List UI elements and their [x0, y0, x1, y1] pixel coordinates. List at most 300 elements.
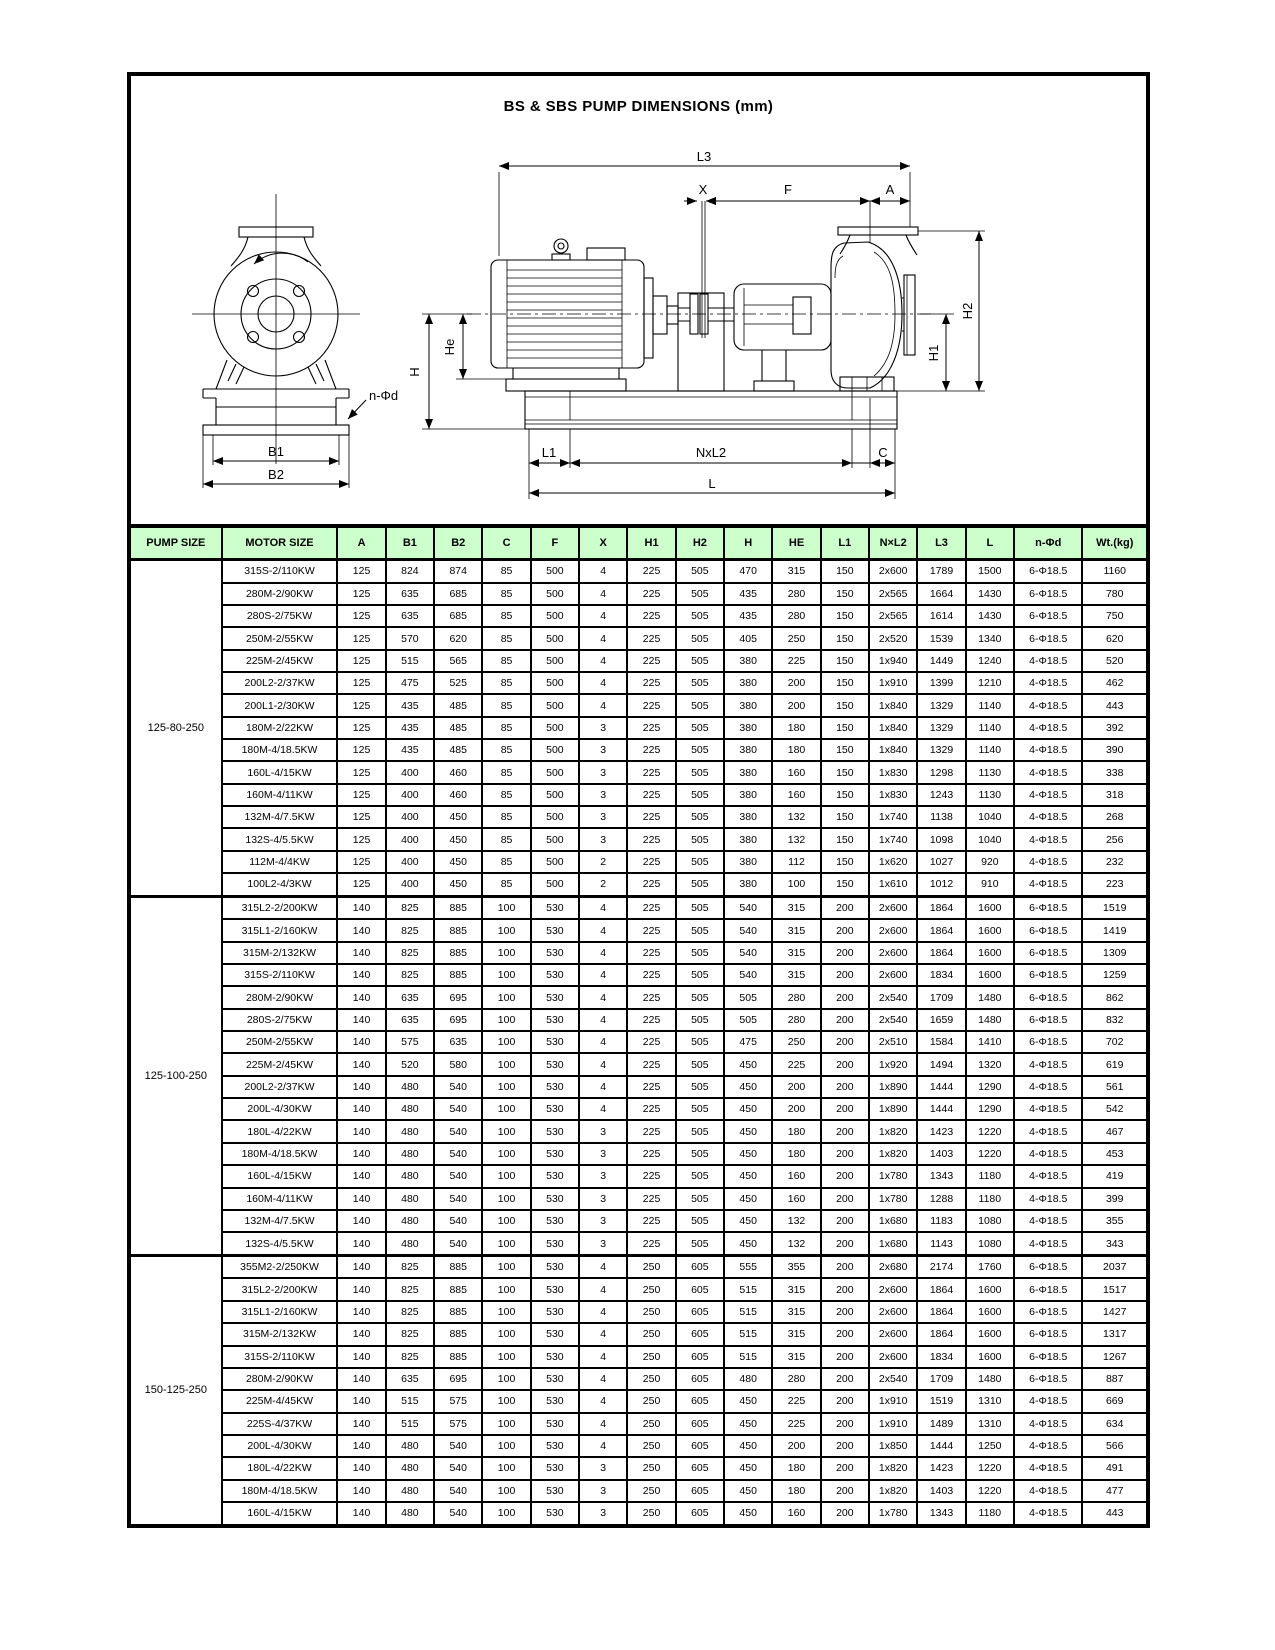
value-cell: 480 [386, 1210, 434, 1232]
table-row [129, 828, 1148, 850]
value-cell: 530 [531, 1076, 579, 1098]
value-cell: 3 [579, 1165, 627, 1187]
value-cell: 140 [337, 1368, 385, 1390]
dim-label-l1: L1 [541, 445, 557, 460]
table-row [129, 806, 1148, 828]
value-cell: 515 [724, 1346, 772, 1368]
value-cell: 100 [482, 1435, 530, 1457]
value-cell: 1494 [917, 1053, 965, 1075]
value-cell: 485 [434, 694, 482, 716]
value-cell: 200 [821, 1323, 869, 1345]
value-cell: 530 [531, 1053, 579, 1075]
value-cell: 1709 [917, 1368, 965, 1390]
value-cell: 450 [724, 1390, 772, 1412]
value-cell: 100 [482, 1346, 530, 1368]
value-cell: 3 [579, 1457, 627, 1479]
table-row [129, 1301, 1148, 1323]
value-cell: 475 [724, 1031, 772, 1053]
value-cell: 1160 [1082, 560, 1148, 583]
value-cell: 200 [821, 1188, 869, 1210]
value-cell: 140 [337, 1346, 385, 1368]
value-cell: 380 [724, 761, 772, 783]
value-cell: 1259 [1082, 964, 1148, 986]
dim-label-he: He [442, 338, 457, 356]
value-cell: 874 [434, 560, 482, 583]
value-cell: 225 [627, 717, 675, 739]
value-cell: 4 [579, 1301, 627, 1323]
value-cell: 505 [676, 627, 724, 649]
value-cell: 4 [579, 1368, 627, 1390]
motor-size-cell: 225S-4/37KW [222, 1413, 338, 1435]
value-cell: 232 [1082, 851, 1148, 873]
table-row [129, 1368, 1148, 1390]
value-cell: 450 [434, 828, 482, 850]
column-header-4: B2 [434, 526, 482, 560]
value-cell: 200 [772, 694, 820, 716]
value-cell: 605 [676, 1435, 724, 1457]
dim-label-x: X [698, 182, 708, 197]
value-cell: 140 [337, 1120, 385, 1142]
value-cell: 2x600 [869, 964, 917, 986]
value-cell: 140 [337, 1278, 385, 1300]
value-cell: 380 [724, 650, 772, 672]
table-row [129, 560, 1148, 583]
value-cell: 1329 [917, 739, 965, 761]
header-row [129, 526, 1148, 560]
motor-size-cell: 280M-2/90KW [222, 986, 338, 1008]
value-cell: 400 [386, 806, 434, 828]
motor-size-cell: 200L-4/30KW [222, 1435, 338, 1457]
value-cell: 1399 [917, 672, 965, 694]
value-cell: 85 [482, 605, 530, 627]
value-cell: 140 [337, 1210, 385, 1232]
value-cell: 505 [676, 1165, 724, 1187]
value-cell: 100 [482, 1390, 530, 1412]
value-cell: 1x890 [869, 1098, 917, 1120]
value-cell: 125 [337, 828, 385, 850]
value-cell: 580 [434, 1053, 482, 1075]
value-cell: 315 [772, 942, 820, 964]
value-cell: 530 [531, 1457, 579, 1479]
value-cell: 4-Φ18.5 [1014, 1502, 1082, 1526]
value-cell: 4-Φ18.5 [1014, 873, 1082, 896]
value-cell: 480 [386, 1188, 434, 1210]
value-cell: 1480 [966, 1368, 1014, 1390]
value-cell: 85 [482, 873, 530, 896]
value-cell: 500 [531, 650, 579, 672]
value-cell: 515 [386, 1413, 434, 1435]
motor-size-cell: 250M-2/55KW [222, 627, 338, 649]
value-cell: 505 [676, 942, 724, 964]
table-row [129, 896, 1148, 919]
value-cell: 355 [772, 1255, 820, 1278]
value-cell: 6-Φ18.5 [1014, 1346, 1082, 1368]
value-cell: 1760 [966, 1255, 1014, 1278]
value-cell: 4-Φ18.5 [1014, 1457, 1082, 1479]
value-cell: 500 [531, 672, 579, 694]
value-cell: 435 [724, 605, 772, 627]
value-cell: 1444 [917, 1076, 965, 1098]
value-cell: 225 [627, 1143, 675, 1165]
value-cell: 200 [821, 1480, 869, 1502]
value-cell: 4 [579, 583, 627, 605]
value-cell: 1080 [966, 1210, 1014, 1232]
value-cell: 530 [531, 896, 579, 919]
value-cell: 605 [676, 1457, 724, 1479]
value-cell: 1600 [966, 1301, 1014, 1323]
value-cell: 515 [386, 650, 434, 672]
value-cell: 505 [676, 806, 724, 828]
value-cell: 561 [1082, 1076, 1148, 1098]
table-row [129, 1210, 1148, 1232]
value-cell: 4 [579, 1346, 627, 1368]
value-cell: 885 [434, 1323, 482, 1345]
table-body [129, 560, 1148, 1527]
value-cell: 1864 [917, 896, 965, 919]
value-cell: 695 [434, 986, 482, 1008]
value-cell: 100 [482, 1457, 530, 1479]
table-row [129, 1435, 1148, 1457]
value-cell: 4-Φ18.5 [1014, 717, 1082, 739]
value-cell: 392 [1082, 717, 1148, 739]
value-cell: 605 [676, 1301, 724, 1323]
value-cell: 505 [676, 1031, 724, 1053]
value-cell: 1480 [966, 1009, 1014, 1031]
value-cell: 540 [434, 1457, 482, 1479]
table-row [129, 627, 1148, 649]
dim-label-h2: H2 [960, 302, 975, 320]
value-cell: 634 [1082, 1413, 1148, 1435]
value-cell: 505 [724, 1009, 772, 1031]
value-cell: 1600 [966, 1323, 1014, 1345]
value-cell: 3 [579, 761, 627, 783]
value-cell: 1489 [917, 1413, 965, 1435]
value-cell: 6-Φ18.5 [1014, 627, 1082, 649]
value-cell: 1600 [966, 919, 1014, 941]
value-cell: 250 [627, 1435, 675, 1457]
value-cell: 250 [627, 1323, 675, 1345]
value-cell: 100 [482, 1031, 530, 1053]
value-cell: 225 [627, 1031, 675, 1053]
motor-size-cell: 315M-2/132KW [222, 1323, 338, 1345]
value-cell: 1250 [966, 1435, 1014, 1457]
value-cell: 6-Φ18.5 [1014, 1368, 1082, 1390]
value-cell: 505 [676, 986, 724, 1008]
value-cell: 1290 [966, 1076, 1014, 1098]
value-cell: 885 [434, 1346, 482, 1368]
value-cell: 1288 [917, 1188, 965, 1210]
table-row [129, 605, 1148, 627]
motor-size-cell: 315S-2/110KW [222, 560, 338, 583]
value-cell: 4-Φ18.5 [1014, 1076, 1082, 1098]
value-cell: 1864 [917, 1278, 965, 1300]
value-cell: 100 [482, 1480, 530, 1502]
value-cell: 100 [482, 1232, 530, 1255]
value-cell: 832 [1082, 1009, 1148, 1031]
value-cell: 140 [337, 1502, 385, 1526]
value-cell: 505 [676, 605, 724, 627]
value-cell: 540 [434, 1076, 482, 1098]
value-cell: 540 [434, 1480, 482, 1502]
value-cell: 200 [821, 1278, 869, 1300]
value-cell: 225 [627, 964, 675, 986]
value-cell: 125 [337, 560, 385, 583]
value-cell: 380 [724, 806, 772, 828]
motor-size-cell: 315L2-2/200KW [222, 1278, 338, 1300]
value-cell: 100 [482, 964, 530, 986]
value-cell: 140 [337, 919, 385, 941]
value-cell: 480 [386, 1165, 434, 1187]
value-cell: 4 [579, 1031, 627, 1053]
value-cell: 450 [724, 1165, 772, 1187]
value-cell: 140 [337, 942, 385, 964]
value-cell: 1290 [966, 1098, 1014, 1120]
value-cell: 450 [724, 1098, 772, 1120]
value-cell: 85 [482, 784, 530, 806]
value-cell: 6-Φ18.5 [1014, 560, 1082, 583]
motor-size-cell: 160L-4/15KW [222, 761, 338, 783]
value-cell: 1x850 [869, 1435, 917, 1457]
value-cell: 1614 [917, 605, 965, 627]
value-cell: 825 [386, 1301, 434, 1323]
value-cell: 530 [531, 1278, 579, 1300]
pump-size-cell: 125-80-250 [129, 560, 222, 897]
value-cell: 605 [676, 1480, 724, 1502]
value-cell: 250 [627, 1390, 675, 1412]
value-cell: 125 [337, 739, 385, 761]
value-cell: 380 [724, 717, 772, 739]
value-cell: 4-Φ18.5 [1014, 1480, 1082, 1502]
value-cell: 1x820 [869, 1480, 917, 1502]
value-cell: 140 [337, 1435, 385, 1457]
value-cell: 2x600 [869, 942, 917, 964]
value-cell: 1x840 [869, 739, 917, 761]
table-row [129, 942, 1148, 964]
value-cell: 450 [724, 1210, 772, 1232]
value-cell: 824 [386, 560, 434, 583]
value-cell: 605 [676, 1390, 724, 1412]
value-cell: 150 [821, 694, 869, 716]
value-cell: 530 [531, 1368, 579, 1390]
value-cell: 225 [627, 1009, 675, 1031]
value-cell: 1220 [966, 1143, 1014, 1165]
value-cell: 225 [627, 828, 675, 850]
value-cell: 605 [676, 1346, 724, 1368]
value-cell: 6-Φ18.5 [1014, 1278, 1082, 1300]
table-row [129, 986, 1148, 1008]
value-cell: 3 [579, 784, 627, 806]
value-cell: 910 [966, 873, 1014, 896]
value-cell: 480 [386, 1435, 434, 1457]
dim-label-n-phi-d: n-Φd [369, 388, 399, 403]
column-header-3: B1 [386, 526, 434, 560]
value-cell: 2x600 [869, 1323, 917, 1345]
value-cell: 140 [337, 1301, 385, 1323]
value-cell: 125 [337, 627, 385, 649]
table-row [129, 1165, 1148, 1187]
value-cell: 355 [1082, 1210, 1148, 1232]
value-cell: 540 [724, 942, 772, 964]
table-row [129, 1480, 1148, 1502]
value-cell: 225 [627, 851, 675, 873]
value-cell: 1480 [966, 986, 1014, 1008]
column-header-17: Wt.(kg) [1082, 526, 1148, 560]
value-cell: 1180 [966, 1165, 1014, 1187]
value-cell: 1659 [917, 1009, 965, 1031]
value-cell: 6-Φ18.5 [1014, 1031, 1082, 1053]
value-cell: 405 [724, 627, 772, 649]
value-cell: 530 [531, 1210, 579, 1232]
table-row [129, 1143, 1148, 1165]
value-cell: 1298 [917, 761, 965, 783]
value-cell: 399 [1082, 1188, 1148, 1210]
value-cell: 1600 [966, 1346, 1014, 1368]
value-cell: 400 [386, 828, 434, 850]
motor-size-cell: 280M-2/90KW [222, 583, 338, 605]
table-row [129, 717, 1148, 739]
value-cell: 920 [966, 851, 1014, 873]
value-cell: 1403 [917, 1143, 965, 1165]
value-cell: 4-Φ18.5 [1014, 784, 1082, 806]
table-row [129, 1390, 1148, 1412]
table-row [129, 873, 1148, 896]
motor-size-cell: 132M-4/7.5KW [222, 1210, 338, 1232]
value-cell: 485 [434, 717, 482, 739]
value-cell: 505 [676, 964, 724, 986]
value-cell: 250 [627, 1301, 675, 1323]
value-cell: 4 [579, 896, 627, 919]
value-cell: 100 [482, 1210, 530, 1232]
value-cell: 505 [676, 1188, 724, 1210]
value-cell: 100 [482, 1413, 530, 1435]
value-cell: 225 [627, 1188, 675, 1210]
value-cell: 1143 [917, 1232, 965, 1255]
value-cell: 100 [482, 1278, 530, 1300]
value-cell: 1403 [917, 1480, 965, 1502]
value-cell: 140 [337, 1413, 385, 1435]
value-cell: 505 [676, 851, 724, 873]
value-cell: 1012 [917, 873, 965, 896]
value-cell: 530 [531, 1502, 579, 1526]
table-row [129, 694, 1148, 716]
value-cell: 4 [579, 964, 627, 986]
value-cell: 540 [434, 1098, 482, 1120]
motor-size-cell: 280S-2/75KW [222, 1009, 338, 1031]
dim-label-a: A [885, 182, 895, 197]
value-cell: 4 [579, 1255, 627, 1278]
value-cell: 575 [386, 1031, 434, 1053]
value-cell: 540 [724, 964, 772, 986]
value-cell: 4-Φ18.5 [1014, 1120, 1082, 1142]
value-cell: 4 [579, 605, 627, 627]
table-row [129, 650, 1148, 672]
value-cell: 150 [821, 873, 869, 896]
value-cell: 4 [579, 942, 627, 964]
value-cell: 4-Φ18.5 [1014, 1098, 1082, 1120]
motor-size-cell: 180M-4/18.5KW [222, 1143, 338, 1165]
value-cell: 1444 [917, 1098, 965, 1120]
value-cell: 505 [676, 717, 724, 739]
value-cell: 635 [386, 583, 434, 605]
value-cell: 505 [676, 694, 724, 716]
value-cell: 4 [579, 650, 627, 672]
value-cell: 885 [434, 919, 482, 941]
value-cell: 480 [386, 1143, 434, 1165]
value-cell: 500 [531, 851, 579, 873]
value-cell: 6-Φ18.5 [1014, 1301, 1082, 1323]
value-cell: 3 [579, 1480, 627, 1502]
value-cell: 140 [337, 1480, 385, 1502]
value-cell: 140 [337, 896, 385, 919]
value-cell: 225 [627, 739, 675, 761]
value-cell: 200 [821, 1053, 869, 1075]
value-cell: 1x920 [869, 1053, 917, 1075]
motor-size-cell: 315L2-2/200KW [222, 896, 338, 919]
value-cell: 100 [482, 942, 530, 964]
value-cell: 132 [772, 1210, 820, 1232]
value-cell: 4 [579, 1076, 627, 1098]
value-cell: 280 [772, 605, 820, 627]
value-cell: 160 [772, 1188, 820, 1210]
value-cell: 6-Φ18.5 [1014, 1009, 1082, 1031]
value-cell: 4-Φ18.5 [1014, 828, 1082, 850]
value-cell: 505 [676, 784, 724, 806]
value-cell: 4-Φ18.5 [1014, 1188, 1082, 1210]
value-cell: 4 [579, 1053, 627, 1075]
value-cell: 570 [386, 627, 434, 649]
value-cell: 3 [579, 1188, 627, 1210]
value-cell: 485 [434, 739, 482, 761]
pump-size-cell: 150-125-250 [129, 1255, 222, 1526]
value-cell: 315 [772, 964, 820, 986]
value-cell: 1423 [917, 1120, 965, 1142]
dim-label-b2: B2 [268, 467, 284, 482]
value-cell: 180 [772, 1480, 820, 1502]
value-cell: 225 [627, 1210, 675, 1232]
value-cell: 3 [579, 717, 627, 739]
value-cell: 1423 [917, 1457, 965, 1479]
drawing-sheet [127, 72, 1150, 1524]
value-cell: 4-Φ18.5 [1014, 1165, 1082, 1187]
value-cell: 450 [724, 1232, 772, 1255]
value-cell: 200 [821, 1413, 869, 1435]
value-cell: 530 [531, 1098, 579, 1120]
value-cell: 1430 [966, 605, 1014, 627]
value-cell: 315 [772, 1301, 820, 1323]
value-cell: 225 [627, 806, 675, 828]
value-cell: 150 [821, 717, 869, 739]
value-cell: 530 [531, 1188, 579, 1210]
column-header-9: H2 [676, 526, 724, 560]
value-cell: 100 [482, 1053, 530, 1075]
motor-size-cell: 160L-4/15KW [222, 1502, 338, 1526]
value-cell: 125 [337, 717, 385, 739]
table-row [129, 1323, 1148, 1345]
motor-size-cell: 160M-4/11KW [222, 784, 338, 806]
value-cell: 180 [772, 1457, 820, 1479]
value-cell: 140 [337, 964, 385, 986]
value-cell: 1517 [1082, 1278, 1148, 1300]
value-cell: 250 [627, 1480, 675, 1502]
motor-size-cell: 100L2-4/3KW [222, 873, 338, 896]
value-cell: 225 [627, 650, 675, 672]
value-cell: 530 [531, 1120, 579, 1142]
value-cell: 540 [434, 1188, 482, 1210]
dim-label-nxl2: NxL2 [695, 445, 727, 460]
value-cell: 2x600 [869, 1301, 917, 1323]
column-header-16: n-Φd [1014, 526, 1082, 560]
value-cell: 1864 [917, 942, 965, 964]
